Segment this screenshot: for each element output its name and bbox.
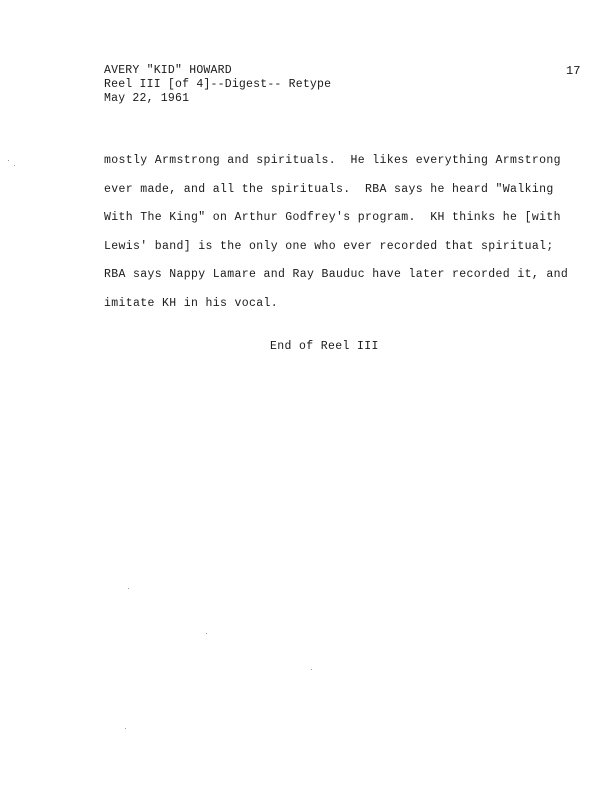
scan-speck bbox=[8, 160, 9, 161]
scan-speck bbox=[311, 669, 312, 670]
scan-speck bbox=[128, 588, 129, 589]
body-line: imitate KH in his vocal. bbox=[104, 296, 279, 310]
body-line: mostly Armstrong and spirituals. He likes everything Armstrong bbox=[104, 154, 561, 167]
body-line: With The King" on Arthur Godfrey's program. KH thinks he [with bbox=[104, 211, 561, 225]
document-header bbox=[104, 64, 331, 106]
scan-speck bbox=[125, 728, 126, 729]
header-title: AVERY "KID" HOWARD bbox=[104, 64, 232, 77]
body-line: Lewis' band] is the only one who ever recorded that spiritual; bbox=[104, 239, 554, 253]
header-reel-info: Reel III [of 4]--Digest-- Retype bbox=[104, 78, 332, 91]
body-line: ever made, and all the spirituals. RBA says he heard "Walking bbox=[104, 182, 554, 196]
transcript-body bbox=[104, 147, 574, 319]
header-date: May 22, 1961 bbox=[104, 92, 190, 105]
page-number: 17 bbox=[566, 64, 581, 78]
end-of-reel-note: End of Reel III bbox=[270, 340, 379, 353]
scan-speck bbox=[206, 633, 207, 634]
body-line: RBA says Nappy Lamare and Ray Bauduc have later recorded it, and bbox=[104, 268, 569, 282]
scan-speck bbox=[14, 165, 15, 166]
